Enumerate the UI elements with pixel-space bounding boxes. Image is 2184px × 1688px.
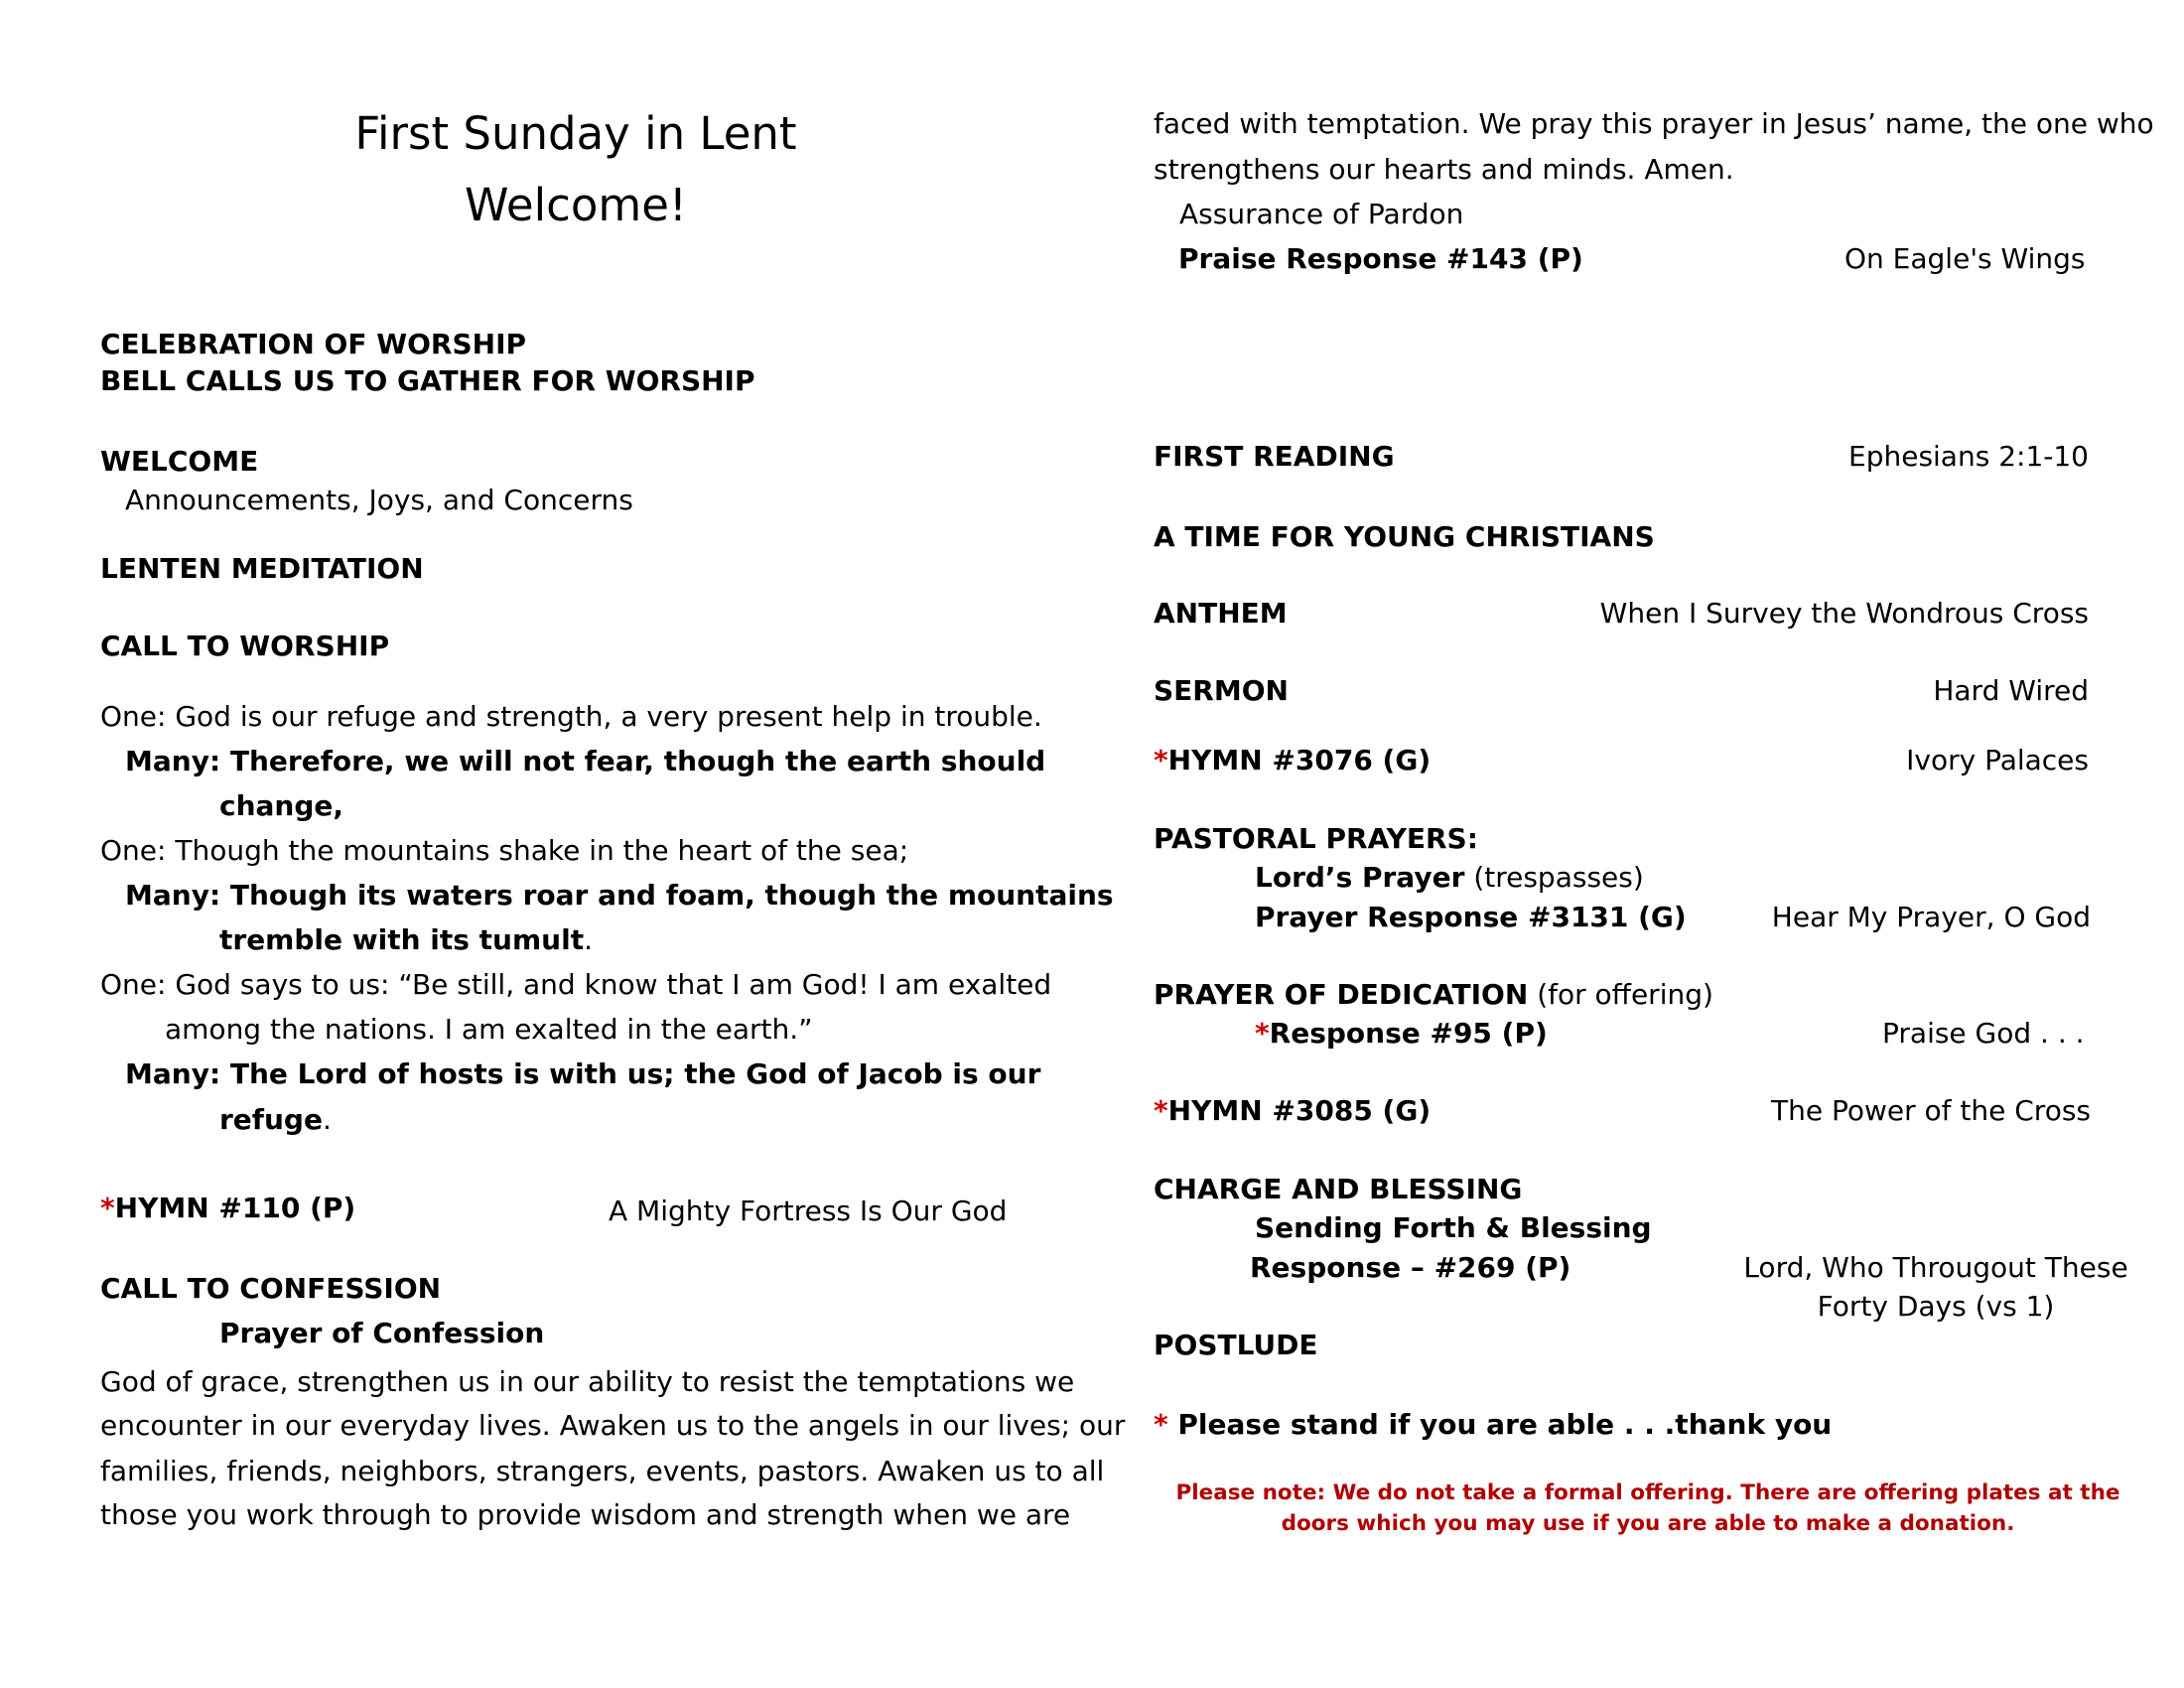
celebration-heading: CELEBRATION OF WORSHIP bbox=[100, 328, 527, 360]
litany-line-6-end: . bbox=[584, 923, 593, 956]
anthem-heading: ANTHEM bbox=[1154, 597, 1288, 630]
litany-line-4: One: Though the mountains shake in the heart of the sea; bbox=[100, 834, 909, 867]
response-95-label bbox=[1255, 1014, 1548, 1054]
confession-line-3: families, friends, neighbors, strangers, events, pastors. Awaken us to all bbox=[100, 1455, 1105, 1487]
litany-line-7: One: God says to us: “Be still, and know that I am God! I am exalted bbox=[100, 968, 1052, 1001]
pastoral-prayers-heading: PASTORAL PRAYERS: bbox=[1154, 822, 1478, 855]
prayer-response-title: Hear My Prayer, O God bbox=[1771, 901, 2091, 933]
lords-prayer-line bbox=[1255, 858, 1644, 898]
stand-note-text: Please stand if you are able . . .thank you bbox=[1177, 1408, 1833, 1441]
charge-and-blessing-heading: CHARGE AND BLESSING bbox=[1154, 1173, 1523, 1205]
announcements-text: Announcements, Joys, and Concerns bbox=[125, 484, 633, 516]
trespasses-note: (trespasses) bbox=[1473, 861, 1644, 894]
sermon-title: Hard Wired bbox=[1933, 674, 2089, 707]
sermon-heading: SERMON bbox=[1154, 674, 1289, 707]
welcome-heading: Welcome! bbox=[465, 179, 687, 231]
confession-line-1: God of grace, strengthen us in our ability to resist the temptations we bbox=[100, 1365, 1075, 1398]
hymn-110-number: HYMN #110 (P) bbox=[114, 1192, 356, 1224]
stand-marker: * bbox=[1154, 744, 1168, 776]
postlude-heading: POSTLUDE bbox=[1154, 1329, 1318, 1361]
call-to-worship-heading: CALL TO WORSHIP bbox=[100, 630, 390, 662]
stand-marker: * bbox=[100, 1192, 115, 1224]
response-269-label: Response – #269 (P) bbox=[1250, 1251, 1571, 1284]
prayer-of-confession-heading: Prayer of Confession bbox=[219, 1317, 545, 1349]
hymn-3085-label bbox=[1154, 1091, 1431, 1131]
call-to-confession-heading: CALL TO CONFESSION bbox=[100, 1272, 442, 1305]
litany-line-6-text: tremble with its tumult bbox=[219, 923, 585, 956]
praise-response-title: On Eagle's Wings bbox=[1844, 242, 2086, 275]
confession-continued-line-2: strengthens our hearts and minds. Amen. bbox=[1154, 153, 1734, 186]
confession-continued-line-1: faced with temptation. We pray this prayer in Jesus’ name, the one who bbox=[1154, 107, 2154, 140]
litany-line-10 bbox=[219, 1100, 332, 1140]
young-christians-heading: A TIME FOR YOUNG CHRISTIANS bbox=[1154, 520, 1655, 553]
hymn-3085-number: HYMN #3085 (G) bbox=[1167, 1094, 1432, 1127]
stand-note bbox=[1154, 1405, 1832, 1445]
for-offering-note: (for offering) bbox=[1537, 978, 1713, 1011]
assurance-of-pardon: Assurance of Pardon bbox=[1179, 198, 1464, 230]
sending-forth-label: Sending Forth & Blessing bbox=[1255, 1211, 1652, 1244]
response-95-number: Response #95 (P) bbox=[1269, 1017, 1548, 1050]
lenten-meditation-heading: LENTEN MEDITATION bbox=[100, 552, 424, 585]
stand-marker: * bbox=[1154, 1094, 1168, 1127]
litany-line-3: change, bbox=[219, 789, 344, 822]
litany-line-10-text: refuge bbox=[219, 1103, 323, 1136]
litany-line-9: Many: The Lord of hosts is with us; the God of Jacob is our bbox=[125, 1057, 1041, 1090]
litany-line-6 bbox=[219, 920, 593, 960]
hymn-3076-title: Ivory Palaces bbox=[1906, 744, 2089, 776]
litany-line-10-end: . bbox=[322, 1103, 332, 1136]
hymn-3085-title: The Power of the Cross bbox=[1770, 1094, 2091, 1127]
hymn-3076-number: HYMN #3076 (G) bbox=[1167, 744, 1432, 776]
hymn-3076-label bbox=[1154, 741, 1431, 780]
response-95-title: Praise God . . . bbox=[1882, 1017, 2085, 1050]
first-reading-heading: FIRST READING bbox=[1154, 440, 1395, 473]
stand-marker: * bbox=[1255, 1017, 1270, 1050]
offering-note-line-1: Please note: We do not take a formal offering. There are offering plates at the bbox=[1175, 1480, 2120, 1505]
welcome-section-heading: WELCOME bbox=[100, 445, 259, 478]
confession-line-4: those you work through to provide wisdom and strength when we are bbox=[100, 1498, 1071, 1531]
litany-line-8: among the nations. I am exalted in the earth.” bbox=[165, 1013, 813, 1046]
anthem-title: When I Survey the Wondrous Cross bbox=[1599, 597, 2089, 630]
first-reading-reference: Ephesians 2:1-10 bbox=[1848, 440, 2089, 473]
confession-line-2: encounter in our everyday lives. Awaken us to the angels in our lives; our bbox=[100, 1409, 1126, 1442]
response-269-title-2: Forty Days (vs 1) bbox=[1817, 1290, 2055, 1323]
hymn-110-label bbox=[100, 1192, 355, 1224]
bulletin-title: First Sunday in Lent bbox=[354, 107, 797, 160]
litany-line-2: Many: Therefore, we will not fear, though the earth should bbox=[125, 745, 1046, 777]
litany-line-5: Many: Though its waters roar and foam, though the mountains bbox=[125, 879, 1114, 912]
litany-line-1: One: God is our refuge and strength, a very present help in trouble. bbox=[100, 700, 1042, 733]
hymn-110-title: A Mighty Fortress Is Our God bbox=[609, 1195, 1008, 1227]
dedication-heading: PRAYER OF DEDICATION bbox=[1154, 978, 1529, 1011]
lords-prayer-label: Lord’s Prayer bbox=[1255, 861, 1465, 894]
offering-note-line-2: doors which you may use if you are able to make a donation. bbox=[1281, 1511, 2015, 1536]
stand-marker: * bbox=[1154, 1408, 1168, 1441]
bell-heading: BELL CALLS US TO GATHER FOR WORSHIP bbox=[100, 364, 755, 397]
praise-response-label: Praise Response #143 (P) bbox=[1178, 242, 1583, 275]
prayer-response-label: Prayer Response #3131 (G) bbox=[1255, 901, 1687, 933]
dedication-line bbox=[1154, 975, 1713, 1015]
response-269-title-1: Lord, Who Througout These bbox=[1743, 1251, 2128, 1284]
